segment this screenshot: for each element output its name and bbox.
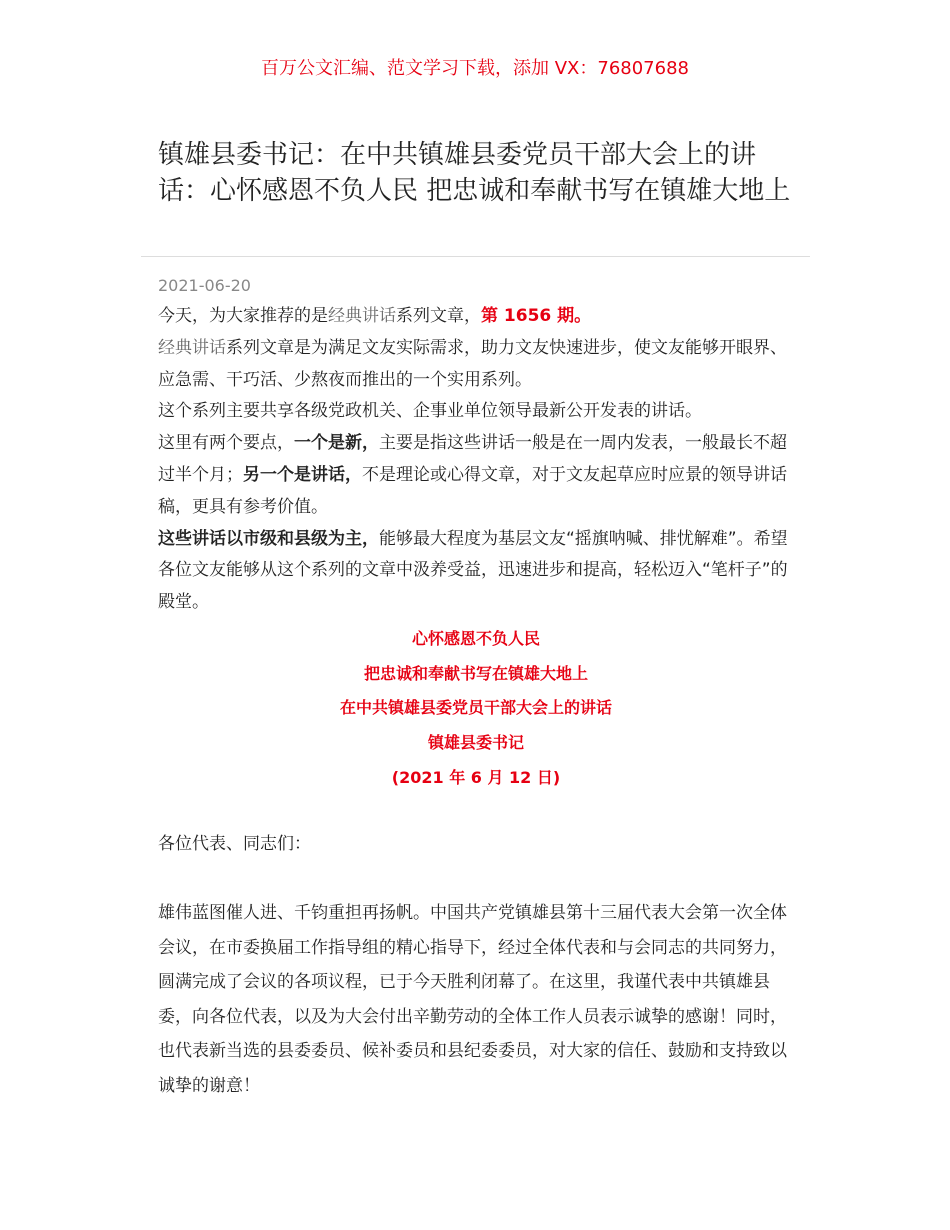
intro-text: 不是理论或心得文章，对于文友起草应时应景的领导讲话稿，更具有参考价值。 — [158, 464, 787, 517]
intro-paragraph-1 — [158, 301, 794, 333]
speech-title-line-1: 心怀感恩不负人民 — [411, 629, 540, 648]
intro-text: 系列文章， — [396, 306, 481, 326]
title-divider — [141, 256, 810, 257]
article-title: 镇雄县委书记：在中共镇雄县委党员干部大会上的讲话：心怀感恩不负人民 把忠诚和奉献书写在镇雄大地上 — [158, 140, 791, 206]
publish-date: 2021-06-20 — [158, 276, 251, 295]
intro-paragraph-2 — [158, 333, 794, 397]
promo-banner: 百万公文汇编、范文学习下载，添加 VX：76807688 — [261, 58, 689, 79]
speech-title-line-2: 把忠诚和奉献书写在镇雄大地上 — [363, 663, 588, 683]
intro-text: 能够最大程度为基层文友“摇旗呐喊、排忧解难”。希望各位文友能够从这个系列的文章中汲养受益，迅速进步和提高，轻松迈入“笔杆子”的殿堂。 — [158, 528, 788, 613]
speech-occasion: 在中共镇雄县委党员干部大会上的讲话 — [339, 698, 612, 718]
body-paragraph: 雄伟蓝图催人进、千钧重担再扬帆。中国共产党镇雄县第十三届代表大会第一次全体会议，在市委换届工作指导组的精心指导下，经过全体代表和与会同志的共同努力，圆满完成了会议的各项议程，已于今天胜利闭幕了。在这里，我谨代表中共镇雄县委，向各位代表，以及为大会付出辛勤劳动的全体工作人员表示诚挚的感谢！同时，也代表新当选的县委委员、候补委员和县纪委委员，对大家的信任、鼓励和支持致以诚挚的谢意！ — [158, 903, 787, 1096]
key-point-3: 这些讲话以市级和县级为主， — [158, 528, 379, 549]
intro-text: 系列文章是为满足文友实际需求，助力文友快速进步，使文友能够开眼界、应急需、干巧活、少熬夜而推出的一个实用系列。 — [158, 337, 787, 390]
key-point-1: 一个是新， — [294, 433, 379, 454]
intro-section — [158, 301, 794, 619]
key-point-2: 另一个是讲话， — [243, 464, 362, 485]
speaker: 镇雄县委书记 — [427, 733, 524, 753]
intro-text: 这里有两个要点， — [158, 433, 294, 454]
intro-paragraph-3: 这个系列主要共享各级党政机关、企事业单位领导最新公开发表的讲话。 — [158, 401, 702, 422]
series-name: 经典讲话 — [158, 337, 226, 358]
intro-text: 今天，为大家推荐的是 — [158, 306, 328, 326]
series-name: 经典讲话 — [328, 306, 396, 326]
issue-number: 第 1656 期。 — [481, 306, 592, 326]
intro-text: 主要是指这些讲话一般是在一周内发表，一般最长不超过半个月； — [158, 433, 787, 485]
intro-paragraph-4 — [158, 428, 794, 523]
speech-header — [158, 622, 794, 796]
salutation: 各位代表、同志们： — [158, 834, 311, 854]
intro-paragraph-5 — [158, 524, 794, 619]
speech-date: (2021 年 6 月 12 日) — [391, 767, 561, 787]
